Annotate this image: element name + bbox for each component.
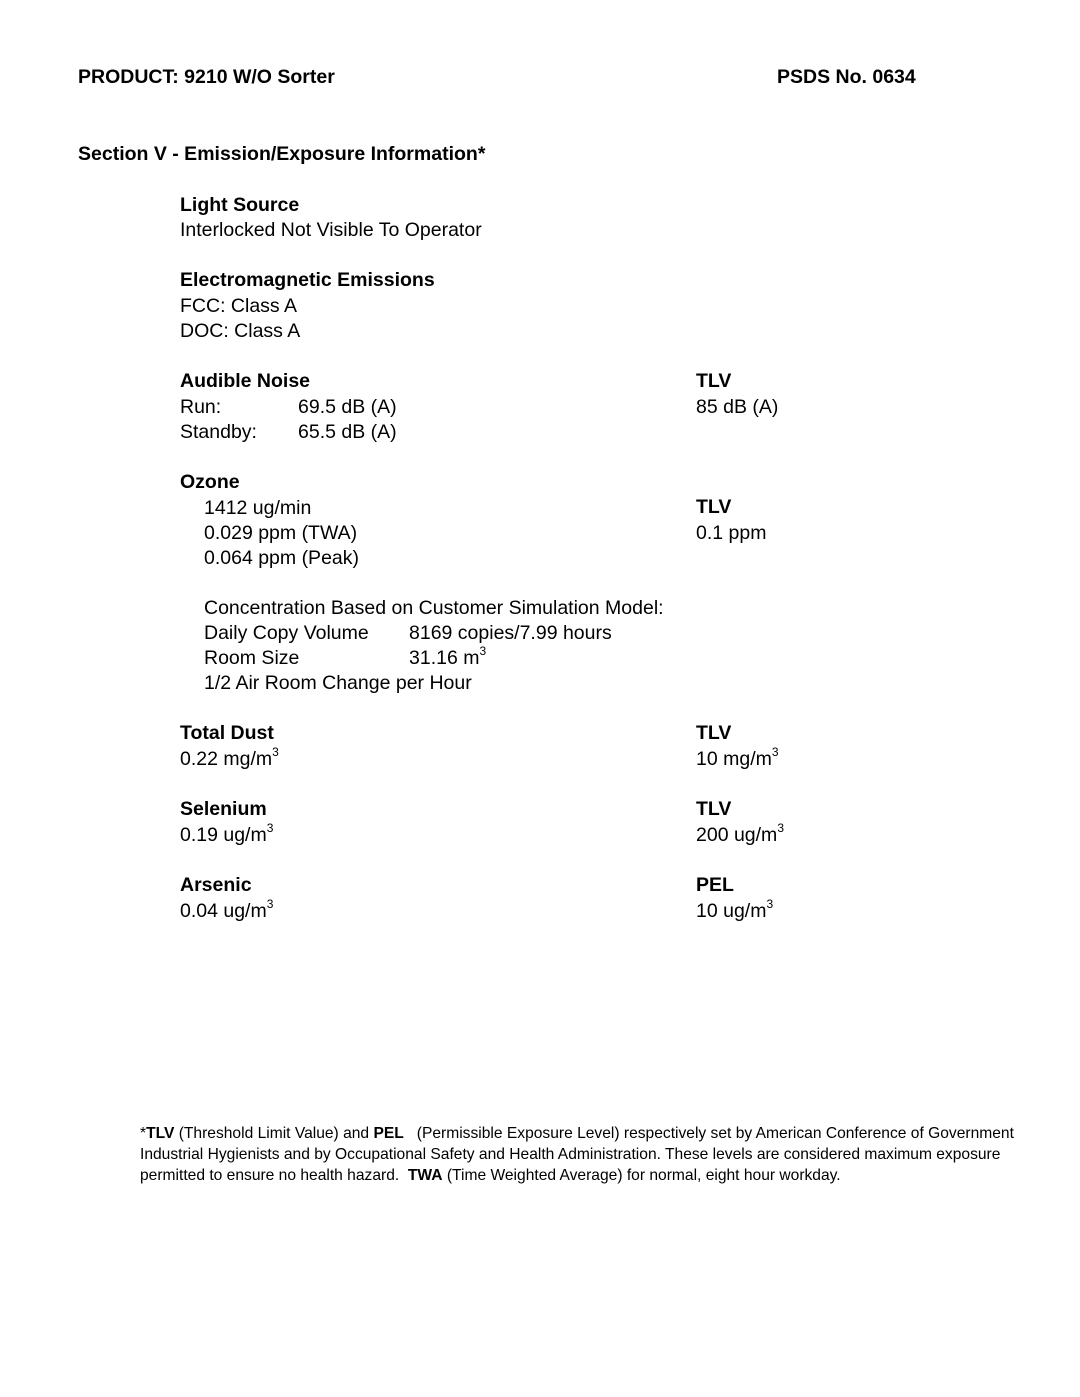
ozone-peak: 0.064 ppm (Peak) xyxy=(204,547,360,569)
dust-heading: Total Dust xyxy=(180,722,274,744)
em-doc: DOC: Class A xyxy=(180,320,301,342)
selenium-heading: Selenium xyxy=(180,798,267,820)
ozone-heading: Ozone xyxy=(180,471,240,493)
footnote: *TLV (Threshold Limit Value) and PEL (Permissible Exposure Level) respectively set by American Conference of Government Industrial Hygienists and by Occupational Safety and Health Administration. These levels are considered maximum exposure permitted to ensure no health hazard. TWA (Time Weighted Average) for normal, eight hour workday. xyxy=(140,1125,1019,1184)
ozone-air-change: 1/2 Air Room Change per Hour xyxy=(204,672,472,694)
dust-tlv-heading: TLV xyxy=(696,722,732,744)
em-heading: Electromagnetic Emissions xyxy=(180,269,435,291)
noise-standby-value: 65.5 dB (A) xyxy=(298,421,397,443)
selenium-value: 0.19 $ug/m^3$ xyxy=(180,821,274,846)
noise-standby-label: Standby: xyxy=(180,421,257,443)
ozone-model-title: Concentration Based on Customer Simulation Model: xyxy=(204,597,664,619)
light-source-heading: Light Source xyxy=(180,194,300,216)
ozone-rate: 1412 ug/min xyxy=(204,497,312,519)
ozone-twa: 0.029 ppm (TWA) xyxy=(204,522,358,544)
arsenic-pel-heading: PEL xyxy=(696,874,734,896)
arsenic-value: 0.04 $ug/m^3$ xyxy=(180,897,274,922)
product-title: PRODUCT: 9210 W/O Sorter xyxy=(78,66,335,88)
section-title: Section V - Emission/Exposure Information* xyxy=(78,143,486,165)
psds-number: PSDS No. 0634 xyxy=(777,66,916,88)
ozone-tlv-heading: TLV xyxy=(696,496,732,518)
dust-value: 0.22 $mg/m^3$ xyxy=(180,745,279,770)
light-source-text: Interlocked Not Visible To Operator xyxy=(180,219,482,241)
dust-tlv-value: 10 $mg/m^3$ xyxy=(696,745,779,770)
noise-tlv-heading: TLV xyxy=(696,370,732,392)
ozone-room-label: Room Size xyxy=(204,647,300,669)
selenium-tlv-value: 200 $ug/m^3$ xyxy=(696,821,784,846)
arsenic-pel-value: 10 $ug/m^3$ xyxy=(696,897,774,922)
em-fcc: FCC: Class A xyxy=(180,295,298,317)
noise-run-value: 69.5 dB (A) xyxy=(298,396,397,418)
ozone-copy-value: 8169 copies/7.99 hours xyxy=(409,622,612,644)
noise-run-label: Run: xyxy=(180,396,222,418)
noise-heading: Audible Noise xyxy=(180,370,311,392)
noise-tlv-value: 85 dB (A) xyxy=(696,396,779,418)
selenium-tlv-heading: TLV xyxy=(696,798,732,820)
ozone-tlv-value: 0.1 ppm xyxy=(696,522,767,544)
arsenic-heading: Arsenic xyxy=(180,874,252,896)
ozone-copy-label: Daily Copy Volume xyxy=(204,622,369,644)
ozone-room-value: 31.16 $m^3$ xyxy=(409,644,487,669)
